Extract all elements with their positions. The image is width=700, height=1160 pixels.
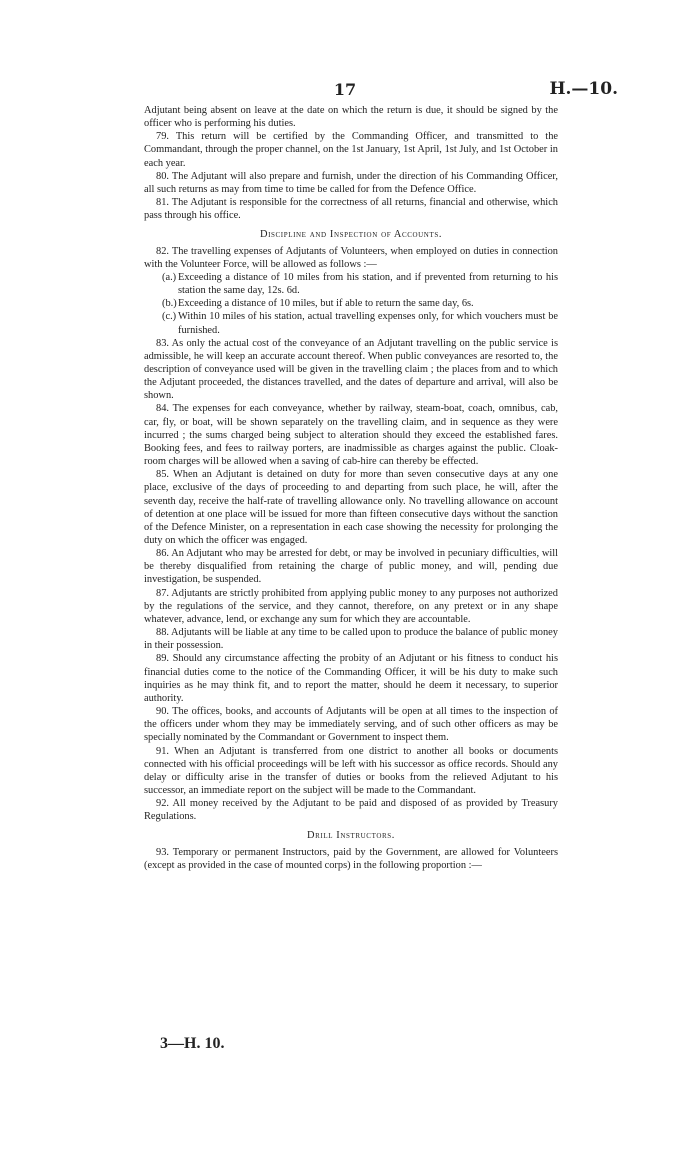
- section-heading: Discipline and Inspection of Accounts.: [259, 229, 443, 241]
- list-item-label: (a.): [162, 271, 177, 283]
- paragraph: 88. Adjutants will be liable at any time to be called upon to produce the balance of public money in their possession.: [144, 627, 558, 652]
- paragraph: 89. Should any circumstance affecting the probity of an Adjutant or his fitness to conduct his financial duties come to the notice of the Commanding Officer, it will be his duty to make such inquiries as he may think fit, and to report the matter, should he deem it necessary, to superior authority.: [144, 653, 558, 704]
- paragraph: 90. The offices, books, and accounts of Adjutants will be open at all times to the inspection of the officers under whom they may be immediately serving, and of such other officers as may be specially nominated by the Commandant or Government to inspect them.: [144, 706, 558, 744]
- list-item: [144, 297, 558, 310]
- document-reference: H.—10.: [549, 79, 618, 99]
- list-item: [144, 271, 558, 297]
- list-item-label: (b.): [162, 298, 177, 310]
- section-heading: Drill Instructors.: [307, 830, 395, 842]
- paragraph: 87. Adjutants are strictly prohibited from applying public money to any purposes not authorized by the regulations of the service, and they cannot, therefore, on any pretext or in any shape whatever, advance, lend, or exchange any sum for which they are accountable.: [144, 587, 558, 625]
- paragraph: 91. When an Adjutant is transferred from one district to another all books or documents connected with his official proceedings will be left with his successor as office records. Should any delay or difficulty arise in the transfer of duties or books from the relieved Adjutant to his successor, an immediate report on the subject will be made to the Commandant.: [144, 745, 558, 796]
- paragraph: 80. The Adjutant will also prepare and furnish, under the direction of his Commanding Officer, all such returns as may from time to time be called for from the Defence Office.: [144, 170, 558, 195]
- paragraph: 92. All money received by the Adjutant to be paid and disposed of as provided by Treasury Regulations.: [144, 798, 558, 823]
- list-item-label: (c.): [162, 311, 177, 323]
- list-item: [144, 310, 558, 336]
- paragraph: 86. An Adjutant who may be arrested for debt, or may be involved in pecuniary difficulties, will be thereby disqualified from retaining the charge of public money, and will, pending due investigation, be suspended.: [144, 548, 558, 586]
- page-number: 17: [333, 80, 357, 99]
- paragraph: 83. As only the actual cost of the conveyance of an Adjutant travelling on the public service is admissible, he will keep an accurate account thereof. When public conveyances are resorted to, the description of conveyance used will be given in the travelling claim ; the places from and to which the Adjutant proceeded, the distances travelled, and the dates of departure and arrival, will also be shown.: [144, 337, 558, 402]
- paragraph: 84. The expenses for each conveyance, whether by railway, steam-boat, coach, omnibus, cab, car, fly, or boat, will be shown separately on the travelling claim, and in sequence as they were incurred ; the sums charged being subject to alteration should they exceed the established fares. Booking fees, and fees to railway porters, are inadmissible as charges against the public. Cloak-room charges will be allowed when a saving of cab-hire can thereby be effected.: [144, 403, 558, 468]
- paragraph: 79. This return will be certified by the Commanding Officer, and transmitted to the Commandant, through the proper channel, on the 1st January, 1st April, 1st July, and 1st October in each year.: [144, 131, 558, 169]
- list-item-text: Within 10 miles of his station, actual travelling expenses only, for which vouchers must be furnished.: [178, 311, 558, 336]
- paragraph: Adjutant being absent on leave at the date on which the return is due, it should be signed by the officer who is performing his duties.: [144, 105, 558, 130]
- list-item-text: Exceeding a distance of 10 miles from his station, and if prevented from returning to his station the same day, 12s. 6d.: [178, 271, 558, 297]
- paragraph: 85. When an Adjutant is detained on duty for more than seven consecutive days at any one place, exclusive of the days of proceeding to and departing from such place, he will, after the seventh day, receive the half-rate of travelling allowance only. No travelling allowance on account of detention at one place will be issued for more than fifteen consecutive days without the sanction of the Defence Minister, on a representation in each case showing the necessity for prolonging the duty on which the officer was engaged.: [144, 469, 558, 546]
- paragraph: 81. The Adjutant is responsible for the correctness of all returns, financial and otherwise, which pass through his office.: [144, 197, 558, 222]
- paragraph: 93. Temporary or permanent Instructors, paid by the Government, are allowed for Volunteers (except as provided in the case of mounted corps) in the following proportion :—: [144, 846, 558, 871]
- document-body: [144, 104, 558, 872]
- list-item-text: Exceeding a distance of 10 miles, but if able to return the same day, 6s.: [178, 298, 474, 310]
- signature-mark: 3—H. 10.: [160, 1035, 225, 1052]
- paragraph: 82. The travelling expenses of Adjutants of Volunteers, when employed on duties in connection with the Volunteer Force, will be allowed as follows :—: [144, 245, 558, 270]
